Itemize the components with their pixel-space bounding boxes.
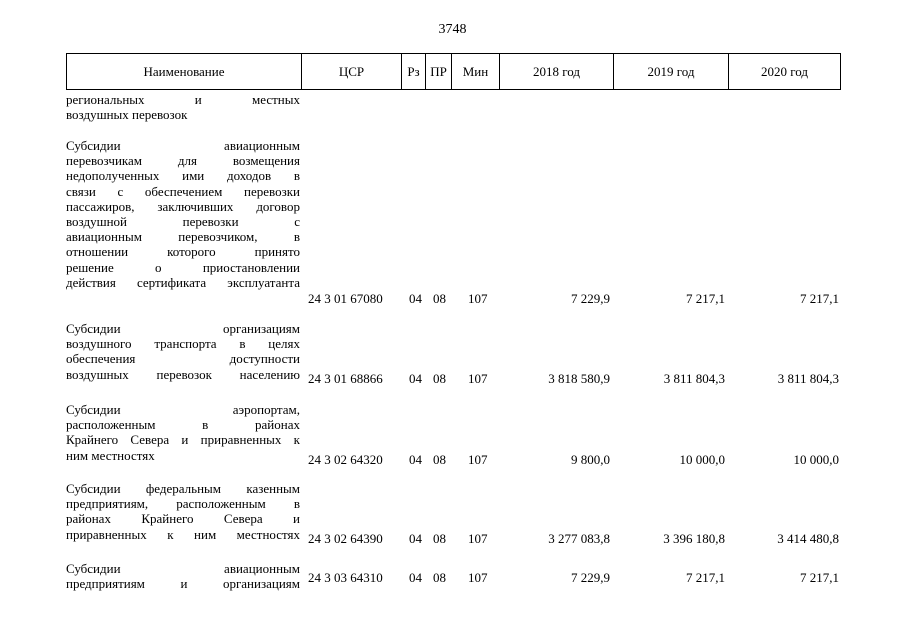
name-line: ним местностях	[66, 447, 155, 463]
page-number: 3748	[438, 22, 467, 37]
name-line: Субсидии авиационным	[66, 561, 300, 576]
cell-rz: 04	[409, 452, 422, 467]
header-name: Наименование	[143, 64, 225, 79]
cell-pr: 08	[433, 291, 446, 306]
name-line: перевозчикам для возмещения	[66, 153, 300, 169]
cell-2019: 7 217,1	[686, 291, 725, 306]
name-line: расположенным в районах	[66, 417, 300, 433]
cell-min: 107	[468, 371, 488, 386]
name-line: воздушной перевозки с	[66, 214, 300, 230]
cell-2018: 9 800,0	[571, 452, 610, 467]
cell-csr: 24 3 01 67080	[308, 291, 383, 306]
row-name	[66, 481, 300, 542]
cell-pr: 08	[433, 452, 446, 467]
cell-2020: 7 217,1	[800, 570, 839, 585]
cell-2018: 7 229,9	[571, 291, 610, 306]
row-name	[66, 321, 300, 382]
name-line: недополученных ими доходов в	[66, 168, 300, 184]
name-line: решение о приостановлении	[66, 259, 300, 275]
cell-pr: 08	[433, 371, 446, 386]
cell-csr: 24 3 01 68866	[308, 371, 383, 386]
row-name	[66, 561, 300, 591]
cell-2018: 3 818 580,9	[548, 371, 610, 386]
cell-2020: 3 811 804,3	[777, 371, 839, 386]
cell-min: 107	[468, 291, 488, 306]
name-line: Крайнего Севера и приравненных к	[66, 432, 300, 448]
name-line: Субсидии федеральным казенным	[66, 481, 300, 496]
name-line: районах Крайнего Севера и	[66, 511, 300, 527]
cell-min: 107	[468, 531, 488, 546]
header-rz: Рз	[401, 54, 425, 89]
cell-min: 107	[468, 452, 488, 467]
name-line: авиационным перевозчиком, в	[66, 229, 300, 245]
cell-2019: 3 396 180,8	[663, 531, 725, 546]
row-name	[66, 138, 300, 290]
cell-2020: 7 217,1	[800, 291, 839, 306]
header-2020: 2020 год	[728, 54, 840, 89]
cell-rz: 04	[409, 371, 422, 386]
name-line: воздушных перевозок населению	[66, 366, 300, 382]
name-line: Субсидии организациям	[66, 321, 300, 336]
cell-2019: 10 000,0	[679, 452, 725, 467]
name-line: Субсидии авиационным	[66, 138, 300, 153]
name-line: предприятиям, расположенным в	[66, 496, 300, 512]
name-line: региональных и местных	[66, 92, 300, 107]
cell-csr: 24 3 02 64320	[308, 452, 383, 467]
cell-2020: 3 414 480,8	[777, 531, 839, 546]
name-line: обеспечения доступности	[66, 351, 300, 367]
cell-2018: 7 229,9	[571, 570, 610, 585]
name-line: Субсидии аэропортам,	[66, 402, 300, 417]
cell-pr: 08	[433, 570, 446, 585]
table-header	[66, 53, 841, 90]
header-min: Мин	[451, 54, 499, 89]
name-line: связи с обеспечением перевозки	[66, 183, 300, 199]
cell-2018: 3 277 083,8	[548, 531, 610, 546]
name-line: воздушного транспорта в целях	[66, 336, 300, 352]
cell-csr: 24 3 03 64310	[308, 570, 383, 585]
name-line: приравненных к ним местностях	[66, 526, 300, 542]
row-name	[66, 92, 300, 122]
row-name	[66, 402, 300, 463]
cell-pr: 08	[433, 531, 446, 546]
cell-rz: 04	[409, 570, 422, 585]
cell-2019: 7 217,1	[686, 570, 725, 585]
cell-rz: 04	[409, 531, 422, 546]
header-pr: ПР	[425, 54, 451, 89]
name-line: действия сертификата эксплуатанта	[66, 274, 300, 290]
cell-min: 107	[468, 570, 488, 585]
name-line: пассажиров, заключивших договор	[66, 198, 300, 214]
header-csr: ЦСР	[301, 54, 401, 89]
header-2019: 2019 год	[613, 54, 728, 89]
name-line: предприятиям и организациям	[66, 576, 300, 592]
cell-2020: 10 000,0	[793, 452, 839, 467]
cell-2019: 3 811 804,3	[663, 371, 725, 386]
name-line: воздушных перевозок	[66, 107, 188, 123]
cell-rz: 04	[409, 291, 422, 306]
cell-csr: 24 3 02 64390	[308, 531, 383, 546]
header-2018: 2018 год	[499, 54, 613, 89]
name-line: отношении которого принято	[66, 244, 300, 260]
